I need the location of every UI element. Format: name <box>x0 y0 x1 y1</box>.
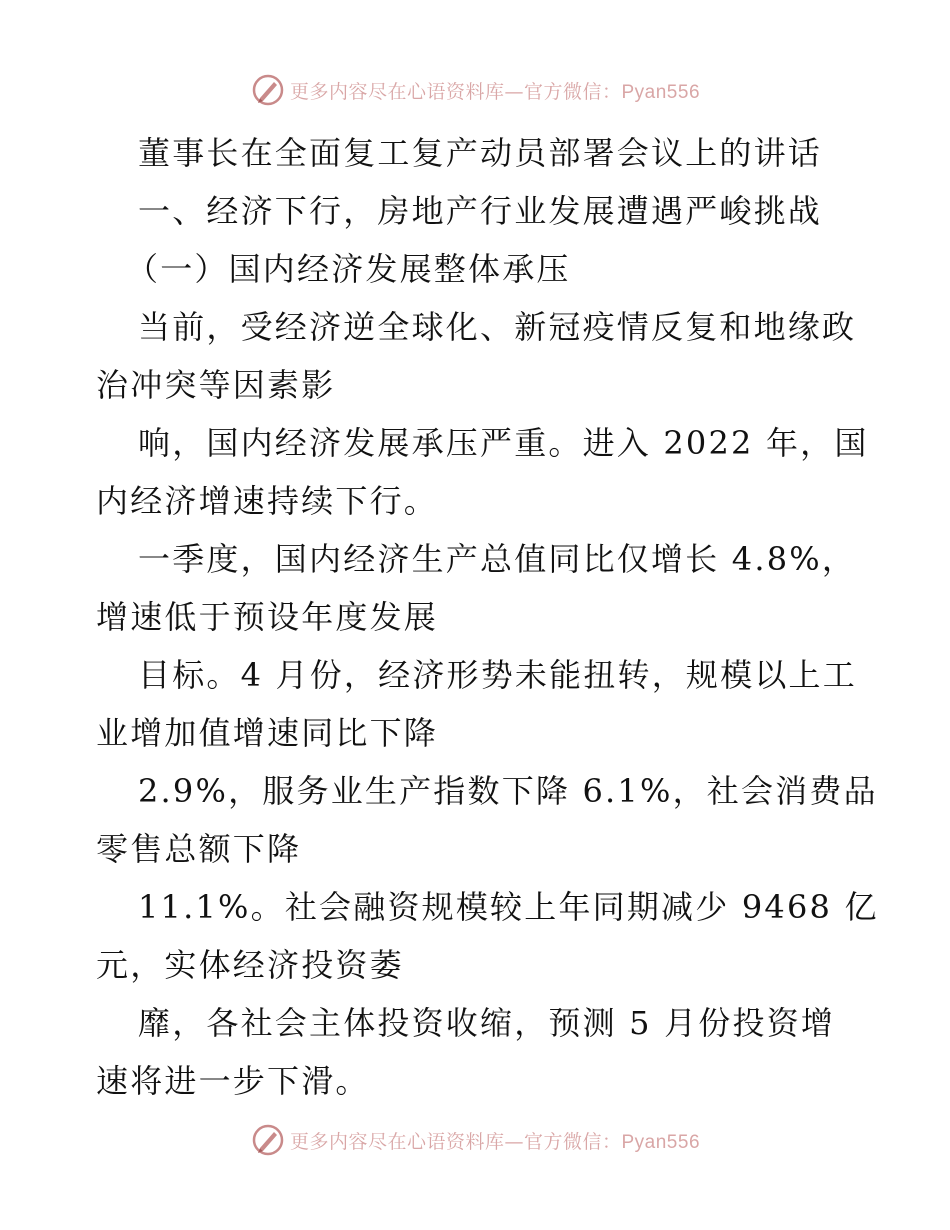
paragraph-line: 目标。4 月份，经济形势未能扭转，规模以上工 <box>138 656 857 694</box>
paragraph-line: 11.1%。社会融资规模较上年同期减少 9468 亿 <box>138 888 879 926</box>
paragraph-line: 业增加值增速同比下降 <box>96 714 439 752</box>
document-body <box>96 124 879 1110</box>
watermark-wechat-id: Pyan556 <box>621 1131 701 1153</box>
paragraph-line: 速将进一步下滑。 <box>96 1062 370 1100</box>
watermark-text: 更多内容尽在心语资料库—官方微信：Pyan556 <box>289 1130 701 1153</box>
paragraph-line: 2.9%，服务业生产指数下降 6.1%，社会消费品 <box>138 772 878 810</box>
paragraph-line: 靡，各社会主体投资收缩，预测 5 月份投资增 <box>138 1004 836 1042</box>
paragraph-line: 响，国内经济发展承压严重。进入 2022 年，国 <box>138 424 869 462</box>
document-title: 董事长在全面复工复产动员部署会议上的讲话 <box>138 134 823 172</box>
pen-logo-icon <box>250 1122 286 1158</box>
paragraph-line: 内经济增速持续下行。 <box>96 482 439 520</box>
paragraph-line: 治冲突等因素影 <box>96 366 336 404</box>
subsection-heading: （一）国内经济发展整体承压 <box>126 250 571 288</box>
paragraph-line: 当前，受经济逆全球化、新冠疫情反复和地缘政 <box>138 308 857 346</box>
paragraph-line: 元，实体经济投资萎 <box>96 946 404 984</box>
watermark-text: 更多内容尽在心语资料库—官方微信：Pyan556 <box>289 80 701 103</box>
paragraph-line: 零售总额下降 <box>96 830 302 868</box>
footer-watermark <box>0 1120 950 1160</box>
watermark-wechat-id: Pyan556 <box>621 81 701 103</box>
paragraph-line: 增速低于预设年度发展 <box>96 598 439 636</box>
paragraph-line: 一季度，国内经济生产总值同比仅增长 4.8%， <box>138 540 857 578</box>
header-watermark <box>0 70 950 110</box>
section-heading: 一、经济下行，房地产行业发展遭遇严峻挑战 <box>138 192 823 230</box>
pen-logo-icon <box>250 72 286 108</box>
